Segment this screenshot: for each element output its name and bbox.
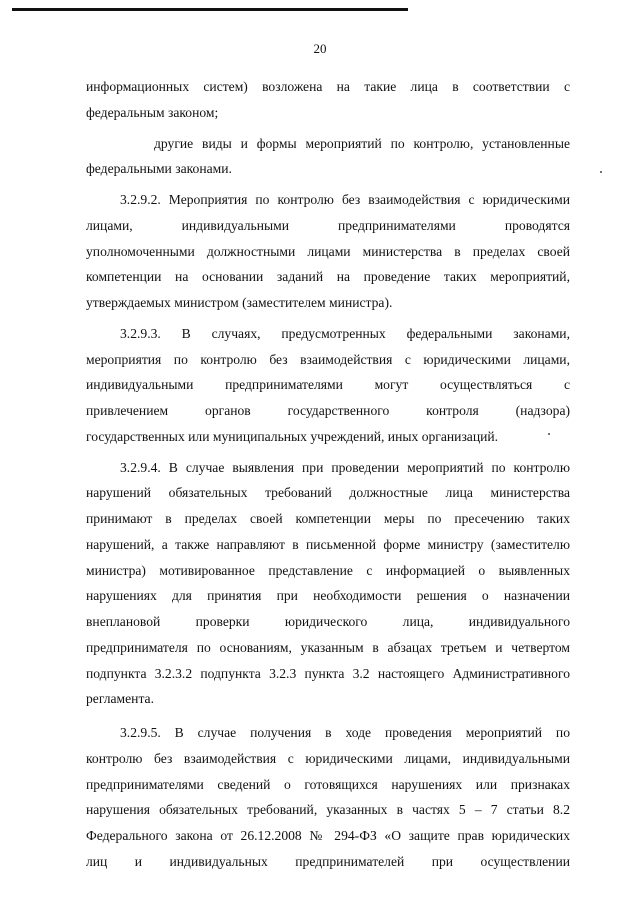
text-line: 3.2.9.4. В случае выявления при проведении мероприятий по контролю — [120, 459, 570, 475]
text-line: индивидуальными предпринимателями могут осуществляться с — [86, 377, 570, 393]
text-line: нарушений обязательных требований должностные лица министерства — [86, 485, 570, 501]
paragraph-1 — [86, 74, 570, 126]
text-line: регламента. — [86, 691, 154, 707]
text-line: лиц и индивидуальных предпринимателей при осуществлении — [86, 853, 570, 869]
text-line: 3.2.9.2. Мероприятия по контролю без взаимодействия с юридическими — [120, 192, 570, 207]
paragraph-5 — [86, 455, 570, 713]
text-line: информационных систем) возложена на такие лица в соответствии с — [86, 79, 570, 94]
paragraph-2 — [86, 131, 570, 183]
text-line: предпринимателя по основаниям, указанным в абзацах третьем и четвертом — [86, 639, 570, 655]
text-line: внеплановой проверки юридического лица, индивидуального — [86, 614, 570, 629]
text-line: федеральными законами. — [86, 161, 232, 177]
text-line: привлечением органов государственного контроля (надзора) — [86, 403, 570, 418]
text-line: контролю без взаимодействия с юридическими лицами, индивидуальными — [86, 750, 570, 766]
paragraph-4 — [86, 321, 570, 450]
text-line: министра) мотивированное представление с информацией о выявленных — [86, 562, 570, 578]
text-line: компетенции на основании заданий на проведение таких мероприятий, — [86, 269, 570, 285]
scan-speck — [600, 171, 602, 173]
document-body — [86, 74, 570, 875]
text-line: Федерального закона от 26.12.2008 № 294-ФЗ «О защите прав юридических — [86, 828, 570, 843]
paragraph-3 — [86, 187, 570, 316]
text-line: принимают в пределах своей компетенции меры по пресечению таких — [86, 511, 570, 526]
text-line: предпринимателями сведений о готовящихся нарушениях или признаках — [86, 776, 570, 792]
paragraph-6 — [86, 720, 570, 875]
text-line: другие виды и формы мероприятий по контролю, установленные — [154, 135, 570, 151]
page-number: 20 — [313, 41, 327, 56]
text-line: уполномоченными должностными лицами министерства в пределах своей — [86, 243, 570, 259]
text-line: лицами, индивидуальными предпринимателями проводятся — [86, 217, 570, 233]
text-line: 3.2.9.3. В случаях, предусмотренных федеральными законами, — [120, 325, 570, 341]
text-line: федеральным законом; — [86, 104, 219, 120]
text-line: нарушения обязательных требований, указанных в частях 5 – 7 статьи 8.2 — [86, 802, 570, 818]
text-line: 3.2.9.5. В случае получения в ходе проведения мероприятий по — [120, 725, 570, 740]
text-line: подпункта 3.2.3.2 подпункта 3.2.3 пункта 3.2 настоящего Административного — [86, 665, 570, 681]
text-line: нарушений, а также направляют в письменной форме министру (заместителю — [86, 536, 570, 552]
text-line: утверждаемых министром (заместителем министра). — [86, 295, 393, 310]
text-line: государственных или муниципальных учреждений, иных организаций. — [86, 428, 499, 444]
text-line: мероприятия по контролю без взаимодействия с юридическими лицами, — [86, 351, 570, 367]
top-border-rule — [12, 8, 408, 11]
text-line: нарушениях для принятия при необходимости решения о назначении — [86, 588, 570, 604]
